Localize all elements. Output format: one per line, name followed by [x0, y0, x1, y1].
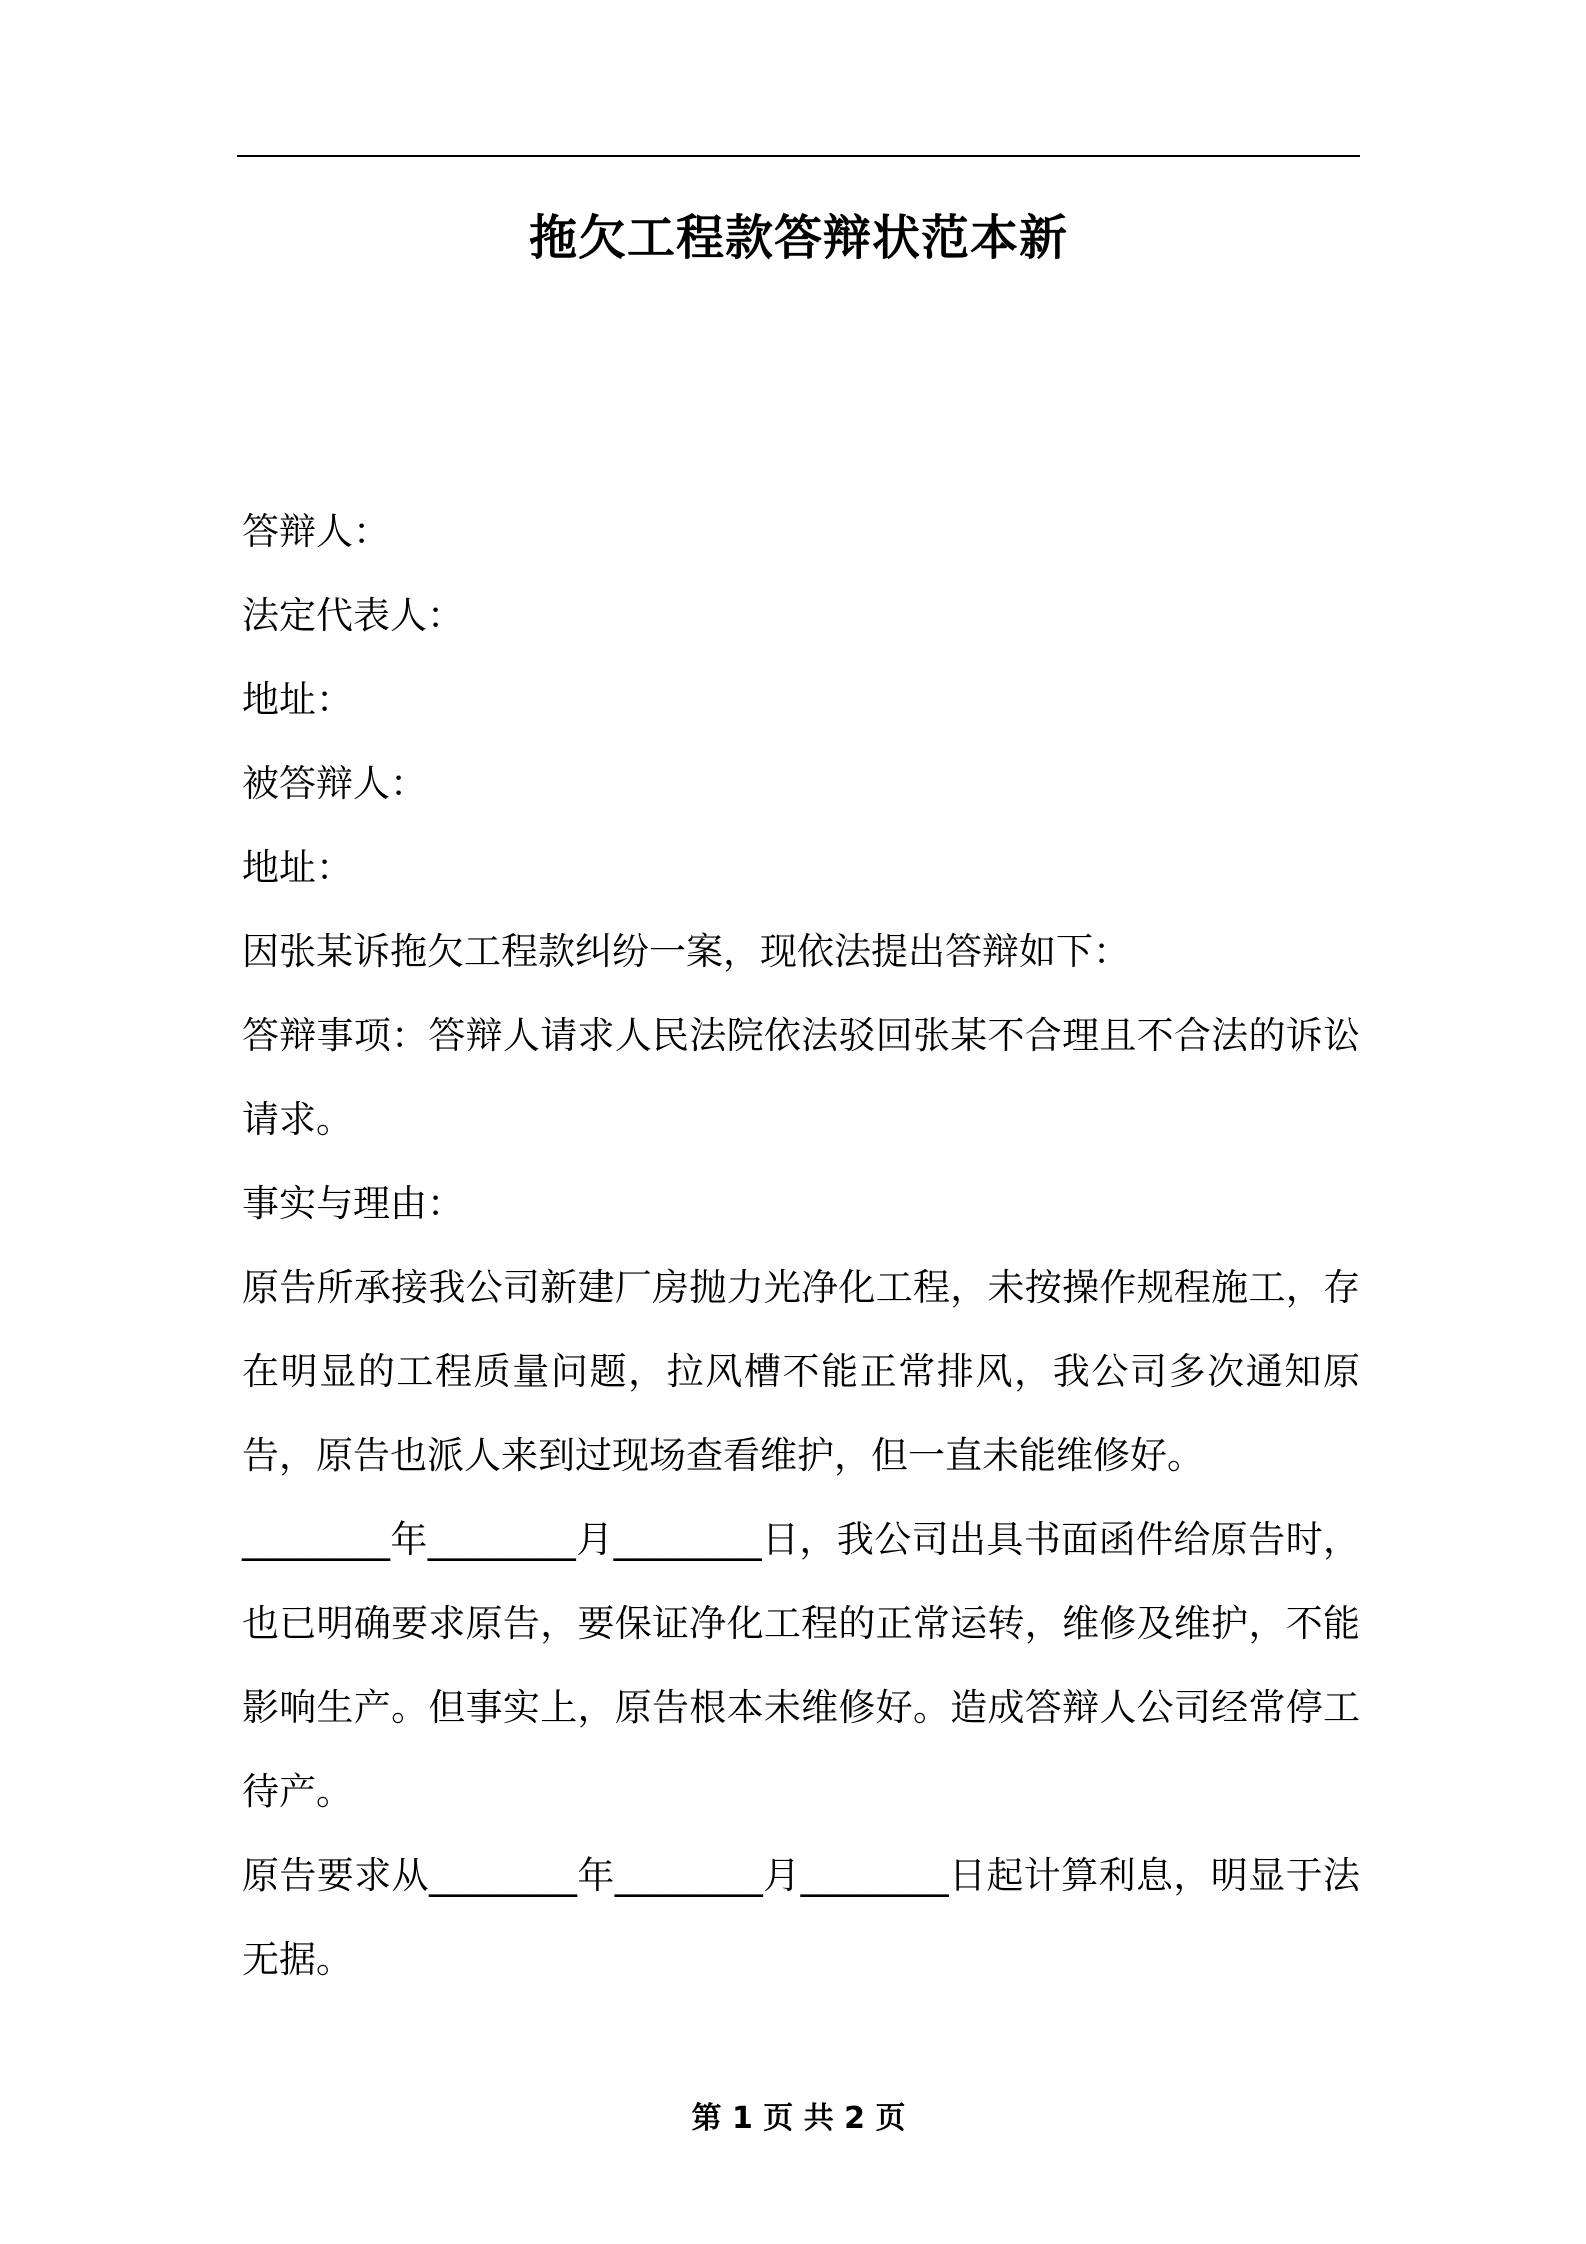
respondent-address-line: 地址： — [242, 678, 353, 721]
facts-paragraph-3: 原告要求从________年________月________日起计算利息，明显于法无据。 — [242, 1854, 1360, 1981]
facts-heading: 事实与理由： — [242, 1182, 464, 1225]
claimant-address-line: 地址： — [242, 846, 353, 889]
document-body — [242, 490, 1360, 2002]
document-title: 拖欠工程款答辩状范本新 — [528, 210, 1068, 266]
case-intro-paragraph: 因张某诉拖欠工程款纠纷一案，现依法提出答辩如下： — [242, 930, 1130, 973]
claimant-line: 被答辩人： — [242, 762, 427, 805]
defense-items-paragraph: 答辩事项：答辩人请求人民法院依法驳回张某不合理且不合法的诉讼请求。 — [242, 1014, 1360, 1141]
facts-paragraph-1: 原告所承接我公司新建厂房抛力光净化工程，未按操作规程施工，存在明显的工程质量问题，拉风槽不能正常排风，我公司多次通知原告，原告也派人来到过现场查看维护，但一直未能维修好。 — [242, 1266, 1360, 1477]
respondent-line: 答辩人： — [242, 510, 390, 553]
legal-representative-line: 法定代表人： — [242, 594, 464, 637]
page-footer: 第 1 页 共 2 页 — [691, 2101, 906, 2136]
header-rule — [237, 155, 1360, 157]
facts-paragraph-2: ________年________月________日，我公司出具书面函件给原告时，也已明确要求原告，要保证净化工程的正常运转，维修及维护，不能影响生产。但事实上，原告根本未维修好。造成答辩人公司经常停工待产。 — [242, 1518, 1360, 1813]
